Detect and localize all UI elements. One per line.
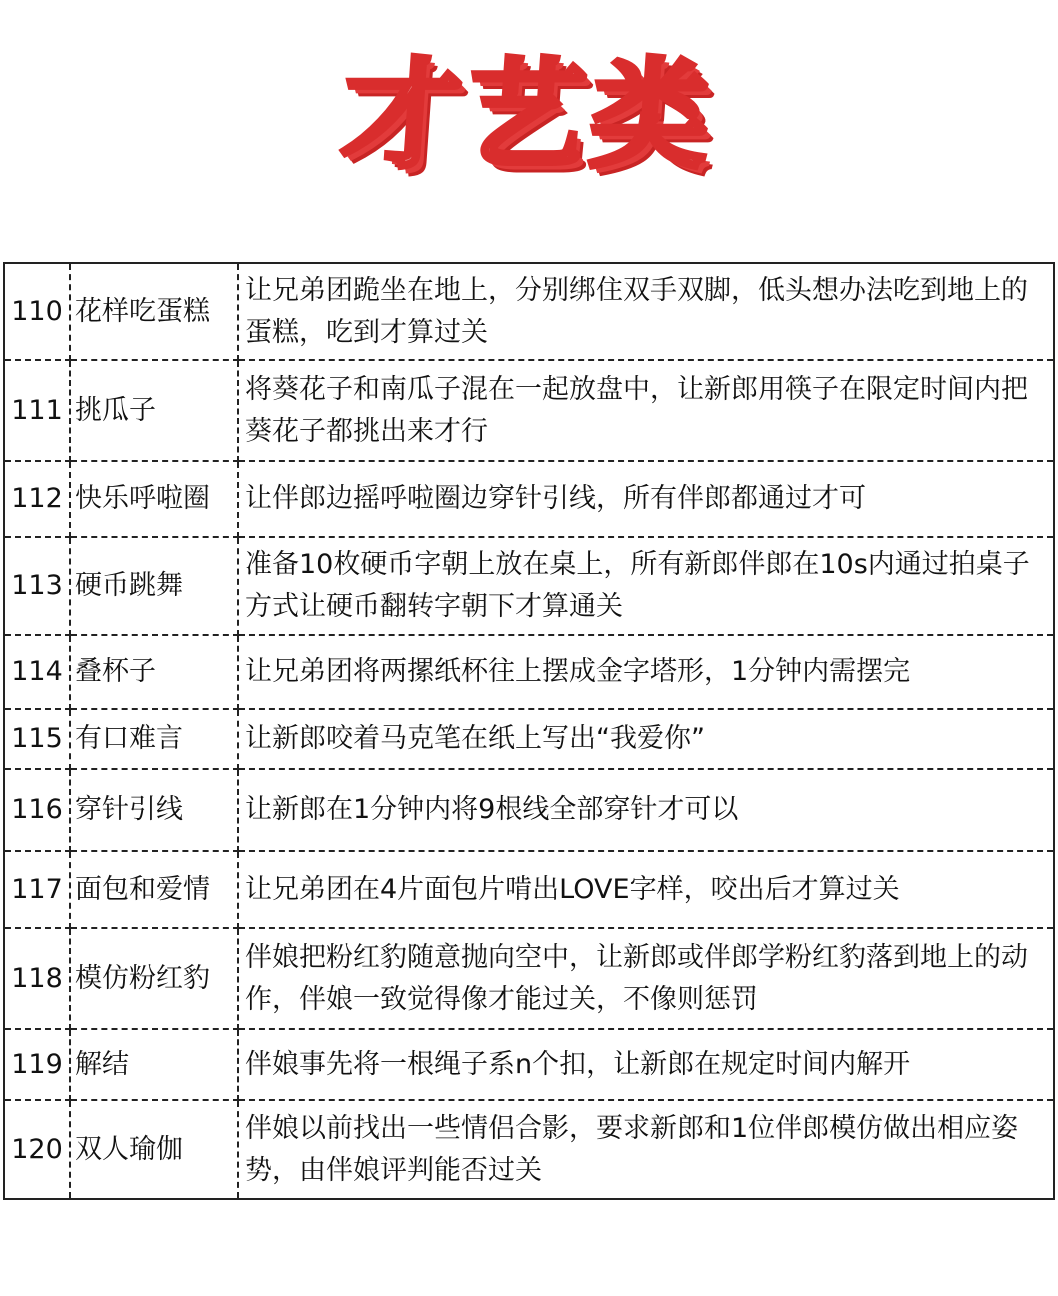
table-row <box>4 635 1054 709</box>
table-row <box>4 769 1054 851</box>
row-number: 110 <box>4 263 70 360</box>
row-number: 118 <box>4 928 70 1029</box>
row-number: 114 <box>4 635 70 709</box>
task-table <box>3 262 1055 1200</box>
title-banner <box>0 40 1058 210</box>
game-description: 伴娘把粉红豹随意抛向空中，让新郎或伴郎学粉红豹落到地上的动作，伴娘一致觉得像才能过关，不像则惩罚 <box>238 928 1054 1029</box>
table-row <box>4 263 1054 360</box>
game-description: 让新郎咬着马克笔在纸上写出“我爱你” <box>238 709 1054 769</box>
row-number: 117 <box>4 851 70 928</box>
game-description: 让兄弟团跪坐在地上，分别绑住双手双脚，低头想办法吃到地上的蛋糕，吃到才算过关 <box>238 263 1054 360</box>
page-title: 才艺类 <box>338 46 720 184</box>
game-name: 快乐呼啦圈 <box>70 461 238 537</box>
game-description: 准备10枚硬币字朝上放在桌上，所有新郎伴郎在10s内通过拍桌子方式让硬币翻转字朝下才算通关 <box>238 537 1054 635</box>
row-number: 113 <box>4 537 70 635</box>
table-row <box>4 1100 1054 1199</box>
row-number: 111 <box>4 360 70 461</box>
row-number: 115 <box>4 709 70 769</box>
game-name: 叠杯子 <box>70 635 238 709</box>
game-description: 伴娘事先将一根绳子系n个扣，让新郎在规定时间内解开 <box>238 1029 1054 1100</box>
game-description: 让新郎在1分钟内将9根线全部穿针才可以 <box>238 769 1054 851</box>
game-name: 花样吃蛋糕 <box>70 263 238 360</box>
game-name: 穿针引线 <box>70 769 238 851</box>
row-number: 116 <box>4 769 70 851</box>
table-row <box>4 709 1054 769</box>
table-row <box>4 461 1054 537</box>
row-number: 112 <box>4 461 70 537</box>
game-description: 让兄弟团在4片面包片啃出LOVE字样，咬出后才算过关 <box>238 851 1054 928</box>
table-row <box>4 360 1054 461</box>
row-number: 120 <box>4 1100 70 1199</box>
game-description: 伴娘以前找出一些情侣合影，要求新郎和1位伴郎模仿做出相应姿势，由伴娘评判能否过关 <box>238 1100 1054 1199</box>
game-description: 让伴郎边摇呼啦圈边穿针引线，所有伴郎都通过才可 <box>238 461 1054 537</box>
game-name: 模仿粉红豹 <box>70 928 238 1029</box>
game-name: 挑瓜子 <box>70 360 238 461</box>
table-row <box>4 1029 1054 1100</box>
table-row <box>4 537 1054 635</box>
table-row <box>4 851 1054 928</box>
game-description: 将葵花子和南瓜子混在一起放盘中，让新郎用筷子在限定时间内把葵花子都挑出来才行 <box>238 360 1054 461</box>
game-name: 面包和爱情 <box>70 851 238 928</box>
table-row <box>4 928 1054 1029</box>
game-description: 让兄弟团将两摞纸杯往上摆成金字塔形，1分钟内需摆完 <box>238 635 1054 709</box>
game-name: 双人瑜伽 <box>70 1100 238 1199</box>
game-name: 有口难言 <box>70 709 238 769</box>
game-name: 解结 <box>70 1029 238 1100</box>
game-name: 硬币跳舞 <box>70 537 238 635</box>
row-number: 119 <box>4 1029 70 1100</box>
